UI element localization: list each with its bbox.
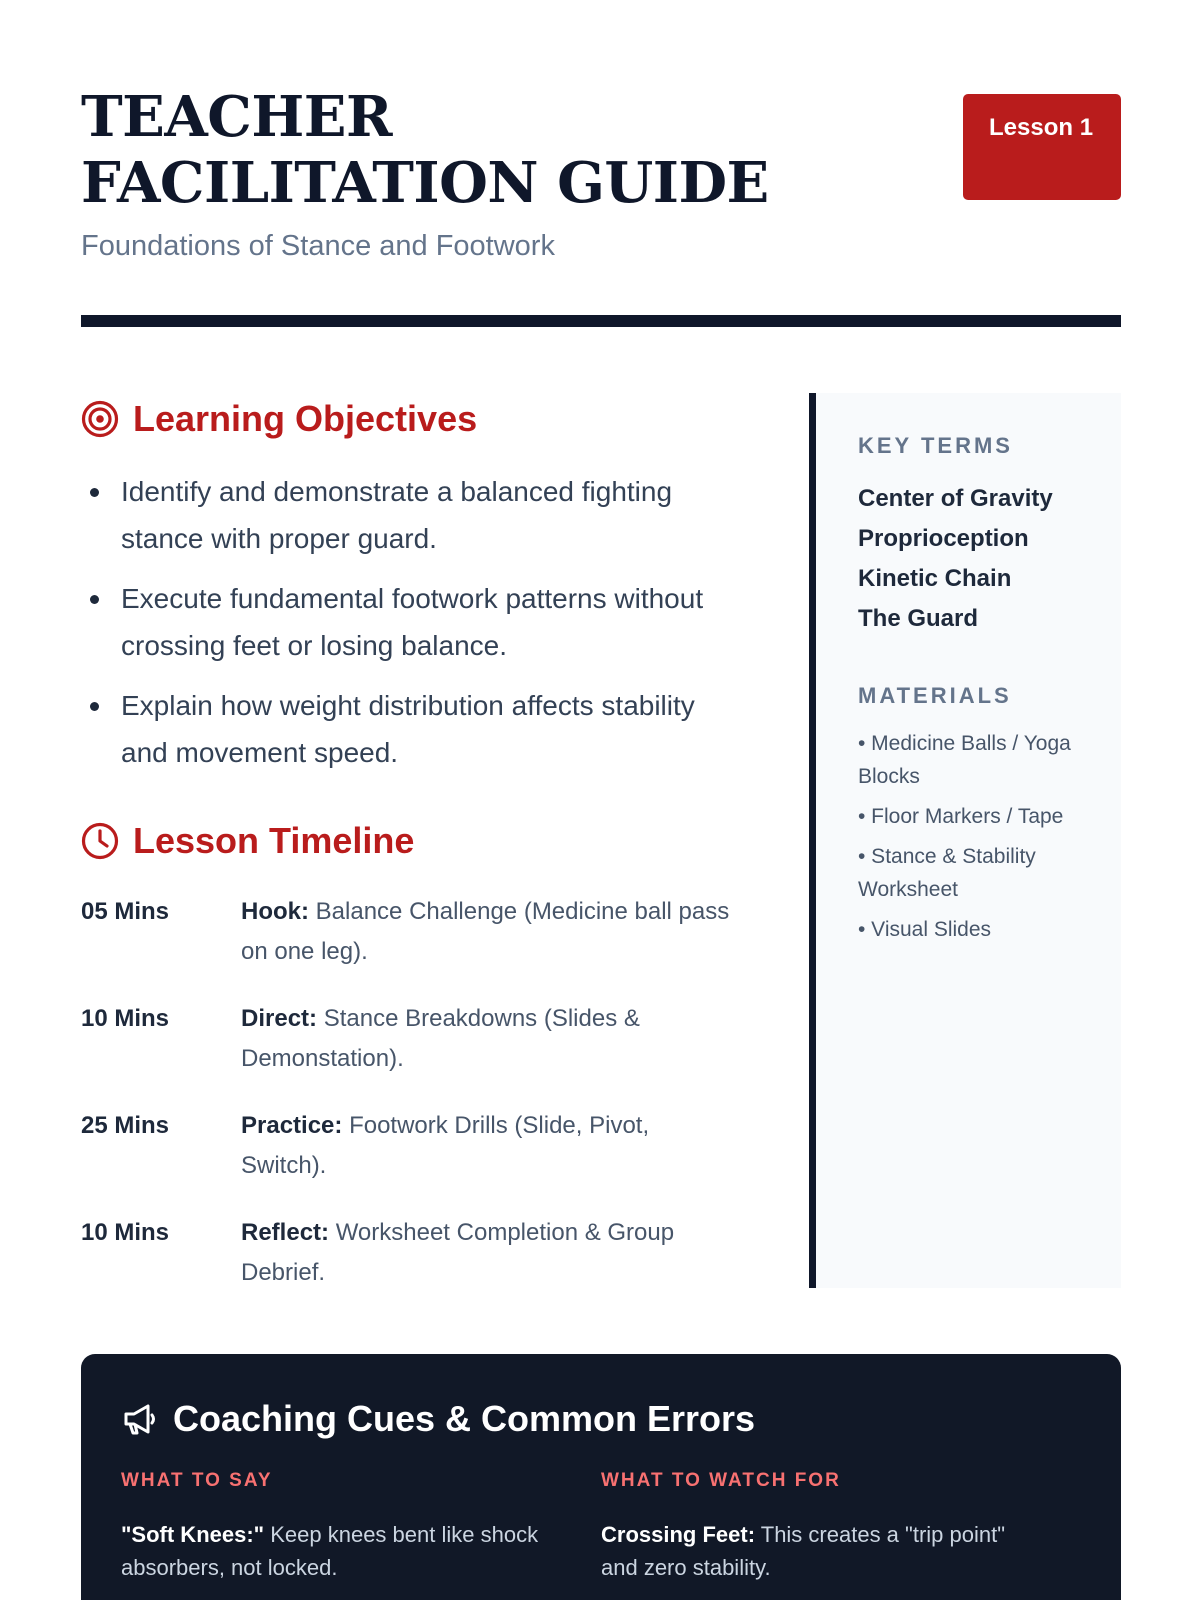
timeline-row [81, 1106, 741, 1186]
timeline-phase: Direct: [241, 1005, 318, 1032]
target-icon [81, 400, 119, 438]
key-term: Kinetic Chain [858, 565, 1012, 592]
timeline-duration: 25 Mins [81, 1112, 170, 1139]
timeline-list [81, 892, 741, 1293]
timeline-heading [81, 816, 741, 866]
objectives-heading [81, 394, 741, 444]
what-to-say-heading: WHAT TO SAY [121, 1470, 273, 1491]
cues-title: Coaching Cues & Common Errors [173, 1398, 756, 1439]
timeline-row [81, 1213, 741, 1293]
material-item: • Visual Slides [858, 918, 992, 941]
material-item: • Floor Markers / Tape [858, 805, 1064, 828]
key-terms-heading: KEY TERMS [858, 433, 1013, 458]
what-to-watch-column [601, 1470, 1081, 1584]
timeline-text: Stance Breakdowns (Slides & Demonstation). [241, 1005, 640, 1072]
coaching-cues-panel [81, 1354, 1121, 1600]
timeline-duration: 10 Mins [81, 1005, 170, 1032]
timeline-description [241, 1106, 741, 1186]
cue-body: This creates a "trip point" and zero stability. [601, 1522, 1006, 1580]
objective-item: Identify and demonstrate a balanced fighting stance with proper guard. [81, 468, 741, 562]
timeline-text: Worksheet Completion & Group Debrief. [241, 1219, 675, 1286]
timeline-row [81, 892, 741, 972]
key-term: Center of Gravity [858, 485, 1053, 512]
document-header [81, 84, 1121, 329]
sidebar-panel [809, 393, 1121, 1288]
timeline-duration: 10 Mins [81, 1219, 170, 1246]
objective-item: Execute fundamental footwork patterns without crossing feet or losing balance. [81, 575, 741, 669]
what-to-say-text [121, 1518, 561, 1584]
cue-label: Crossing Feet: [601, 1522, 756, 1547]
cue-label: "Soft Knees:" [121, 1522, 265, 1547]
key-term: Proprioception [858, 525, 1029, 552]
what-to-say-column [121, 1470, 601, 1584]
objectives-list [81, 468, 741, 776]
timeline-text: Footwork Drills (Slide, Pivot, Switch). [241, 1112, 650, 1179]
material-item: • Stance & Stability Worksheet [858, 845, 1036, 901]
timeline-text: Balance Challenge (Medicine ball pass on one leg). [241, 898, 730, 965]
key-terms-list [858, 479, 1121, 639]
timeline-description [241, 1213, 741, 1293]
clock-icon [81, 822, 119, 860]
timeline-description [241, 892, 741, 972]
timeline-phase: Reflect: [241, 1219, 330, 1246]
what-to-watch-heading: WHAT TO WATCH FOR [601, 1470, 841, 1491]
timeline-description [241, 999, 741, 1079]
cue-body: Keep knees bent like shock absorbers, not locked. [121, 1522, 539, 1580]
timeline-phase: Practice: [241, 1112, 343, 1139]
timeline-duration: 05 Mins [81, 898, 170, 925]
objective-item: Explain how weight distribution affects stability and movement speed. [81, 682, 741, 776]
key-term: The Guard [858, 605, 979, 632]
timeline-title: Lesson Timeline [133, 820, 415, 861]
objectives-title: Learning Objectives [133, 398, 478, 439]
page-title: TEACHER FACILITATION GUIDE [81, 84, 769, 216]
lesson-badge: Lesson 1 [963, 94, 1121, 200]
page-subtitle: Foundations of Stance and Footwork [81, 230, 555, 262]
timeline-phase: Hook: [241, 898, 309, 925]
cues-columns [121, 1470, 1081, 1584]
what-to-watch-text [601, 1518, 1041, 1584]
materials-list [858, 727, 1088, 946]
header-divider [81, 315, 1121, 327]
timeline-row [81, 999, 741, 1079]
materials-heading: MATERIALS [858, 683, 1012, 708]
cues-heading [121, 1394, 1081, 1444]
main-column [81, 394, 741, 1320]
megaphone-icon [121, 1400, 159, 1438]
material-item: • Medicine Balls / Yoga Blocks [858, 732, 1071, 788]
